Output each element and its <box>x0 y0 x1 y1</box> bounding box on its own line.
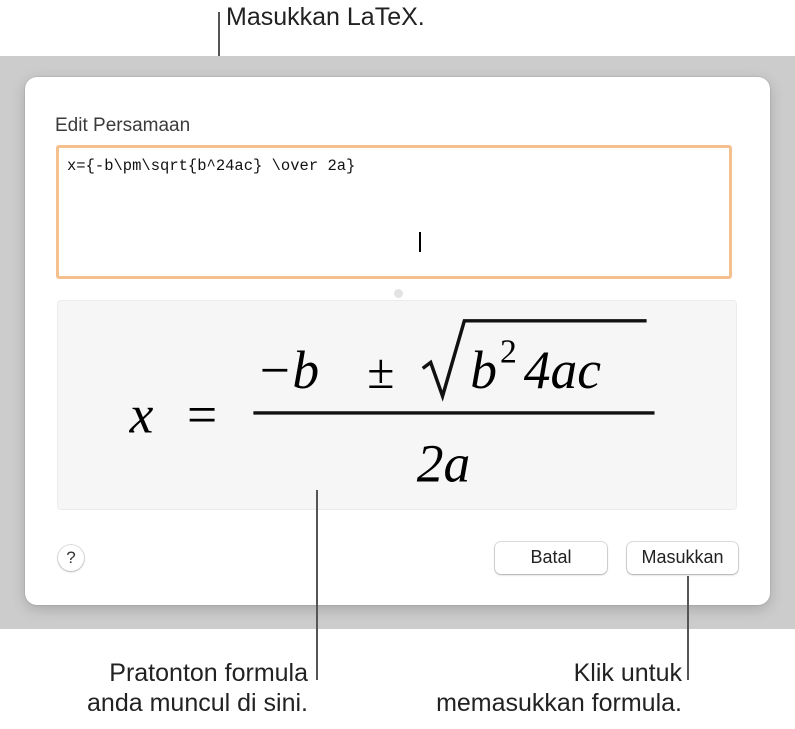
resize-handle[interactable] <box>394 289 403 298</box>
edit-equation-dialog <box>25 77 770 605</box>
help-button[interactable]: ? <box>58 545 84 571</box>
formula-radicand-rest: 4ac <box>523 340 601 401</box>
callout-line-insert <box>687 576 689 680</box>
callout-preview-line-2: anda muncul di sini. <box>87 689 308 717</box>
formula-preview-render <box>58 301 736 509</box>
formula-plus-minus: ± <box>367 344 395 400</box>
callout-line-preview <box>316 490 318 680</box>
callout-enter-latex: Masukkan LaTeX. <box>226 3 425 31</box>
formula-preview <box>57 300 737 510</box>
formula-denominator: 2a <box>416 433 471 494</box>
formula-exponent: 2 <box>500 333 517 371</box>
callout-insert <box>397 658 682 718</box>
callout-insert-line-1: Klik untuk <box>573 659 682 687</box>
formula-equals: = <box>187 384 218 445</box>
text-cursor <box>419 232 421 252</box>
callout-preview <box>52 658 308 718</box>
formula-radicand-base: b <box>470 340 498 401</box>
callout-insert-line-2: memasukkan formula. <box>436 689 682 717</box>
dialog-title: Edit Persamaan <box>55 115 191 136</box>
latex-input[interactable] <box>56 145 732 279</box>
insert-button[interactable]: Masukkan <box>627 542 738 574</box>
cancel-button[interactable]: Batal <box>495 542 607 574</box>
formula-variable-x: x <box>129 384 154 445</box>
formula-minus-b: −b <box>256 340 320 401</box>
callout-preview-line-1: Pratonton formula <box>109 659 308 687</box>
